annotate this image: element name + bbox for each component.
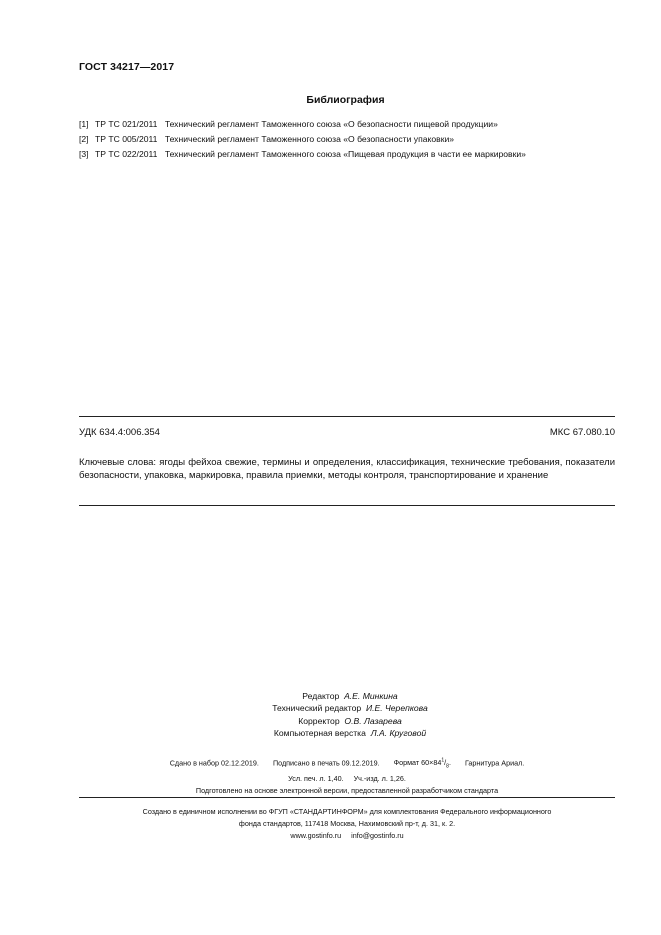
staff-role: Редактор — [302, 691, 340, 701]
publisher-contacts — [79, 830, 615, 842]
staff-line — [200, 715, 500, 727]
email-link[interactable]: info@gostinfo.ru — [351, 831, 404, 840]
prepared-note: Подготовлено на основе электронной версии, предоставленной разработчиком стандарта — [195, 785, 499, 795]
staff-line — [200, 690, 500, 702]
print-info — [79, 755, 615, 797]
bibliography-list — [79, 117, 526, 162]
top-divider — [79, 416, 615, 417]
keywords: Ключевые слова: ягоды фейхоа свежие, термины и определения, классификация, технические требования, показатели безопасности, упаковка, маркировка, правила приемки, методы контроля, транспортирование и хранение — [79, 457, 615, 481]
staff-role: Корректор — [298, 715, 340, 726]
bibliography-title: Библиография — [306, 94, 385, 106]
bottom-divider — [79, 505, 615, 506]
editorial-staff — [200, 690, 500, 739]
staff-role: Компьютерная верстка — [273, 727, 366, 738]
publisher-info — [79, 806, 615, 842]
typeface: Гарнитура Ариал. — [464, 758, 525, 768]
staff-role: Технический редактор — [272, 703, 362, 714]
entry-code: ТР ТС 021/2011 — [95, 119, 158, 129]
publisher-line-2: фонда стандартов, 117418 Москва, Нахимовский пр-т, д. 31, к. 2. — [238, 819, 456, 828]
signed-date: Подписано в печать 09.12.2019. — [272, 758, 380, 768]
entry-text: Технический регламент Таможенного союза «О безопасности упаковки» — [164, 134, 455, 144]
print-format: Формат $60\times 84^1/_8$. — [393, 758, 451, 770]
print-sheets: Усл. печ. л. 1,40. — [288, 773, 344, 783]
staff-line — [200, 702, 500, 714]
publication-sheets: Уч.-изд. л. 1,26. — [353, 773, 406, 783]
entry-text: Технический регламент Таможенного союза «О безопасности пищевой продукции» — [164, 119, 498, 129]
publisher-line-1: Создано в единичном исполнении во ФГУП «СТАНДАРТИНФОРМ» для комплектования Федерального информационного — [142, 807, 552, 816]
format-sub: 8 — [446, 763, 449, 770]
bibliography-entry — [79, 117, 526, 132]
submitted-date: Сдано в набор 02.12.2019. — [169, 758, 259, 768]
staff-name: О.В. Лазарева — [344, 715, 402, 726]
bibliography-entry — [79, 132, 526, 147]
entry-code: ТР ТС 005/2011 — [95, 134, 158, 144]
standard-header: ГОСТ 34217—2017 — [79, 61, 175, 73]
format-sup: 1 — [441, 758, 445, 764]
entry-number: [2] — [79, 134, 89, 144]
publisher-divider — [79, 797, 615, 798]
classification-row — [79, 427, 615, 438]
print-line-1 — [79, 755, 615, 773]
staff-name: А.Е. Минкина — [344, 691, 398, 701]
staff-name: Л.А. Круговой — [370, 727, 427, 738]
bibliography-entry — [79, 147, 526, 162]
website-link[interactable]: www.gostinfo.ru — [290, 831, 342, 840]
staff-name: И.Е. Черепкова — [365, 703, 428, 714]
mks-code: МКС 67.080.10 — [549, 427, 615, 438]
entry-code: ТР ТС 022/2011 — [95, 149, 158, 159]
format-prefix: Формат 60×84 — [393, 758, 442, 768]
staff-line — [200, 727, 500, 739]
entry-text: Технический регламент Таможенного союза «Пищевая продукция в части ее маркировки» — [164, 149, 526, 159]
entry-number: [1] — [79, 119, 89, 129]
print-line-2 — [79, 773, 615, 785]
udk-code: УДК 634.4:006.354 — [79, 427, 160, 438]
entry-number: [3] — [79, 149, 89, 159]
